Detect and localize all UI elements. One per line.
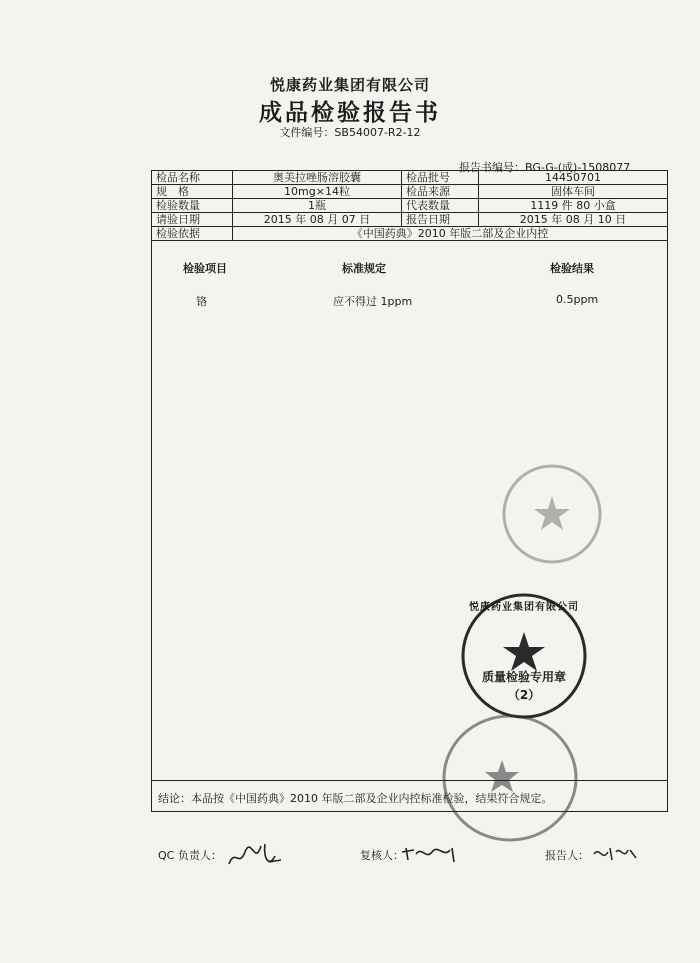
reporter-signature <box>592 844 638 868</box>
qc-signature-label: QC 负责人： <box>158 849 222 862</box>
info-row <box>152 185 668 199</box>
batch-value: 14450701 <box>479 171 668 185</box>
product-name-label: 检品名称 <box>152 171 233 185</box>
qty-label: 检验数量 <box>152 199 233 213</box>
request-date-label: 请验日期 <box>152 213 233 227</box>
col-item-header: 检验项目 <box>183 262 227 275</box>
file-number: 文件编号：SB54007-R2-12 <box>279 126 421 139</box>
qc-signature <box>225 838 285 876</box>
report-number: 报告书编号：BG-G-(成)-1508077 <box>459 161 631 174</box>
document-title: 成品检验报告书 <box>259 100 441 126</box>
info-row <box>152 199 668 213</box>
qa-stamp-subtitle: 质量检验专用章 <box>481 670 566 684</box>
conclusion-text: 结论：本品按《中国药典》2010 年版二部及企业内控标准检验，结果符合规定。 <box>158 792 553 805</box>
report-date-value: 2015 年 08 月 10 日 <box>479 213 668 227</box>
col-result-header: 检验结果 <box>550 262 594 275</box>
source-value: 固体车间 <box>479 185 668 199</box>
info-row <box>152 171 668 185</box>
request-date-value: 2015 年 08 月 07 日 <box>233 213 402 227</box>
reviewer-signature <box>400 844 460 870</box>
reporter-signature-label: 报告人： <box>545 849 589 862</box>
basis-value: 《中国药典》2010 年版二部及企业内控 <box>233 227 668 241</box>
source-label: 检品来源 <box>402 185 479 199</box>
spec-value: 10mg×14粒 <box>233 185 402 199</box>
info-row <box>152 227 668 241</box>
qa-stamp-company: 悦康药业集团有限公司 <box>469 602 579 613</box>
faded-stamp <box>500 462 604 566</box>
result-value: 0.5ppm <box>556 293 599 306</box>
result-item: 铬 <box>196 295 207 308</box>
company-name: 悦康药业集团有限公司 <box>269 76 430 94</box>
rep-qty-value: 1119 件 80 小盒 <box>479 199 668 213</box>
report-date-label: 报告日期 <box>402 213 479 227</box>
basis-label: 检验依据 <box>152 227 233 241</box>
qa-stamp-number: （2） <box>507 688 541 702</box>
info-table <box>151 170 668 241</box>
reviewer-signature-label: 复核人： <box>360 849 404 862</box>
qa-stamp <box>458 590 590 722</box>
conclusion-divider <box>151 780 668 781</box>
company-stamp <box>440 712 580 844</box>
spec-label: 规 格 <box>152 185 233 199</box>
rep-qty-label: 代表数量 <box>402 199 479 213</box>
info-row <box>152 213 668 227</box>
col-standard-header: 标准规定 <box>342 262 386 275</box>
batch-label: 检品批号 <box>402 171 479 185</box>
qty-value: 1瓶 <box>233 199 402 213</box>
product-name-value: 奥美拉唑肠溶胶囊 <box>233 171 402 185</box>
result-standard: 应不得过 1ppm <box>333 295 413 308</box>
